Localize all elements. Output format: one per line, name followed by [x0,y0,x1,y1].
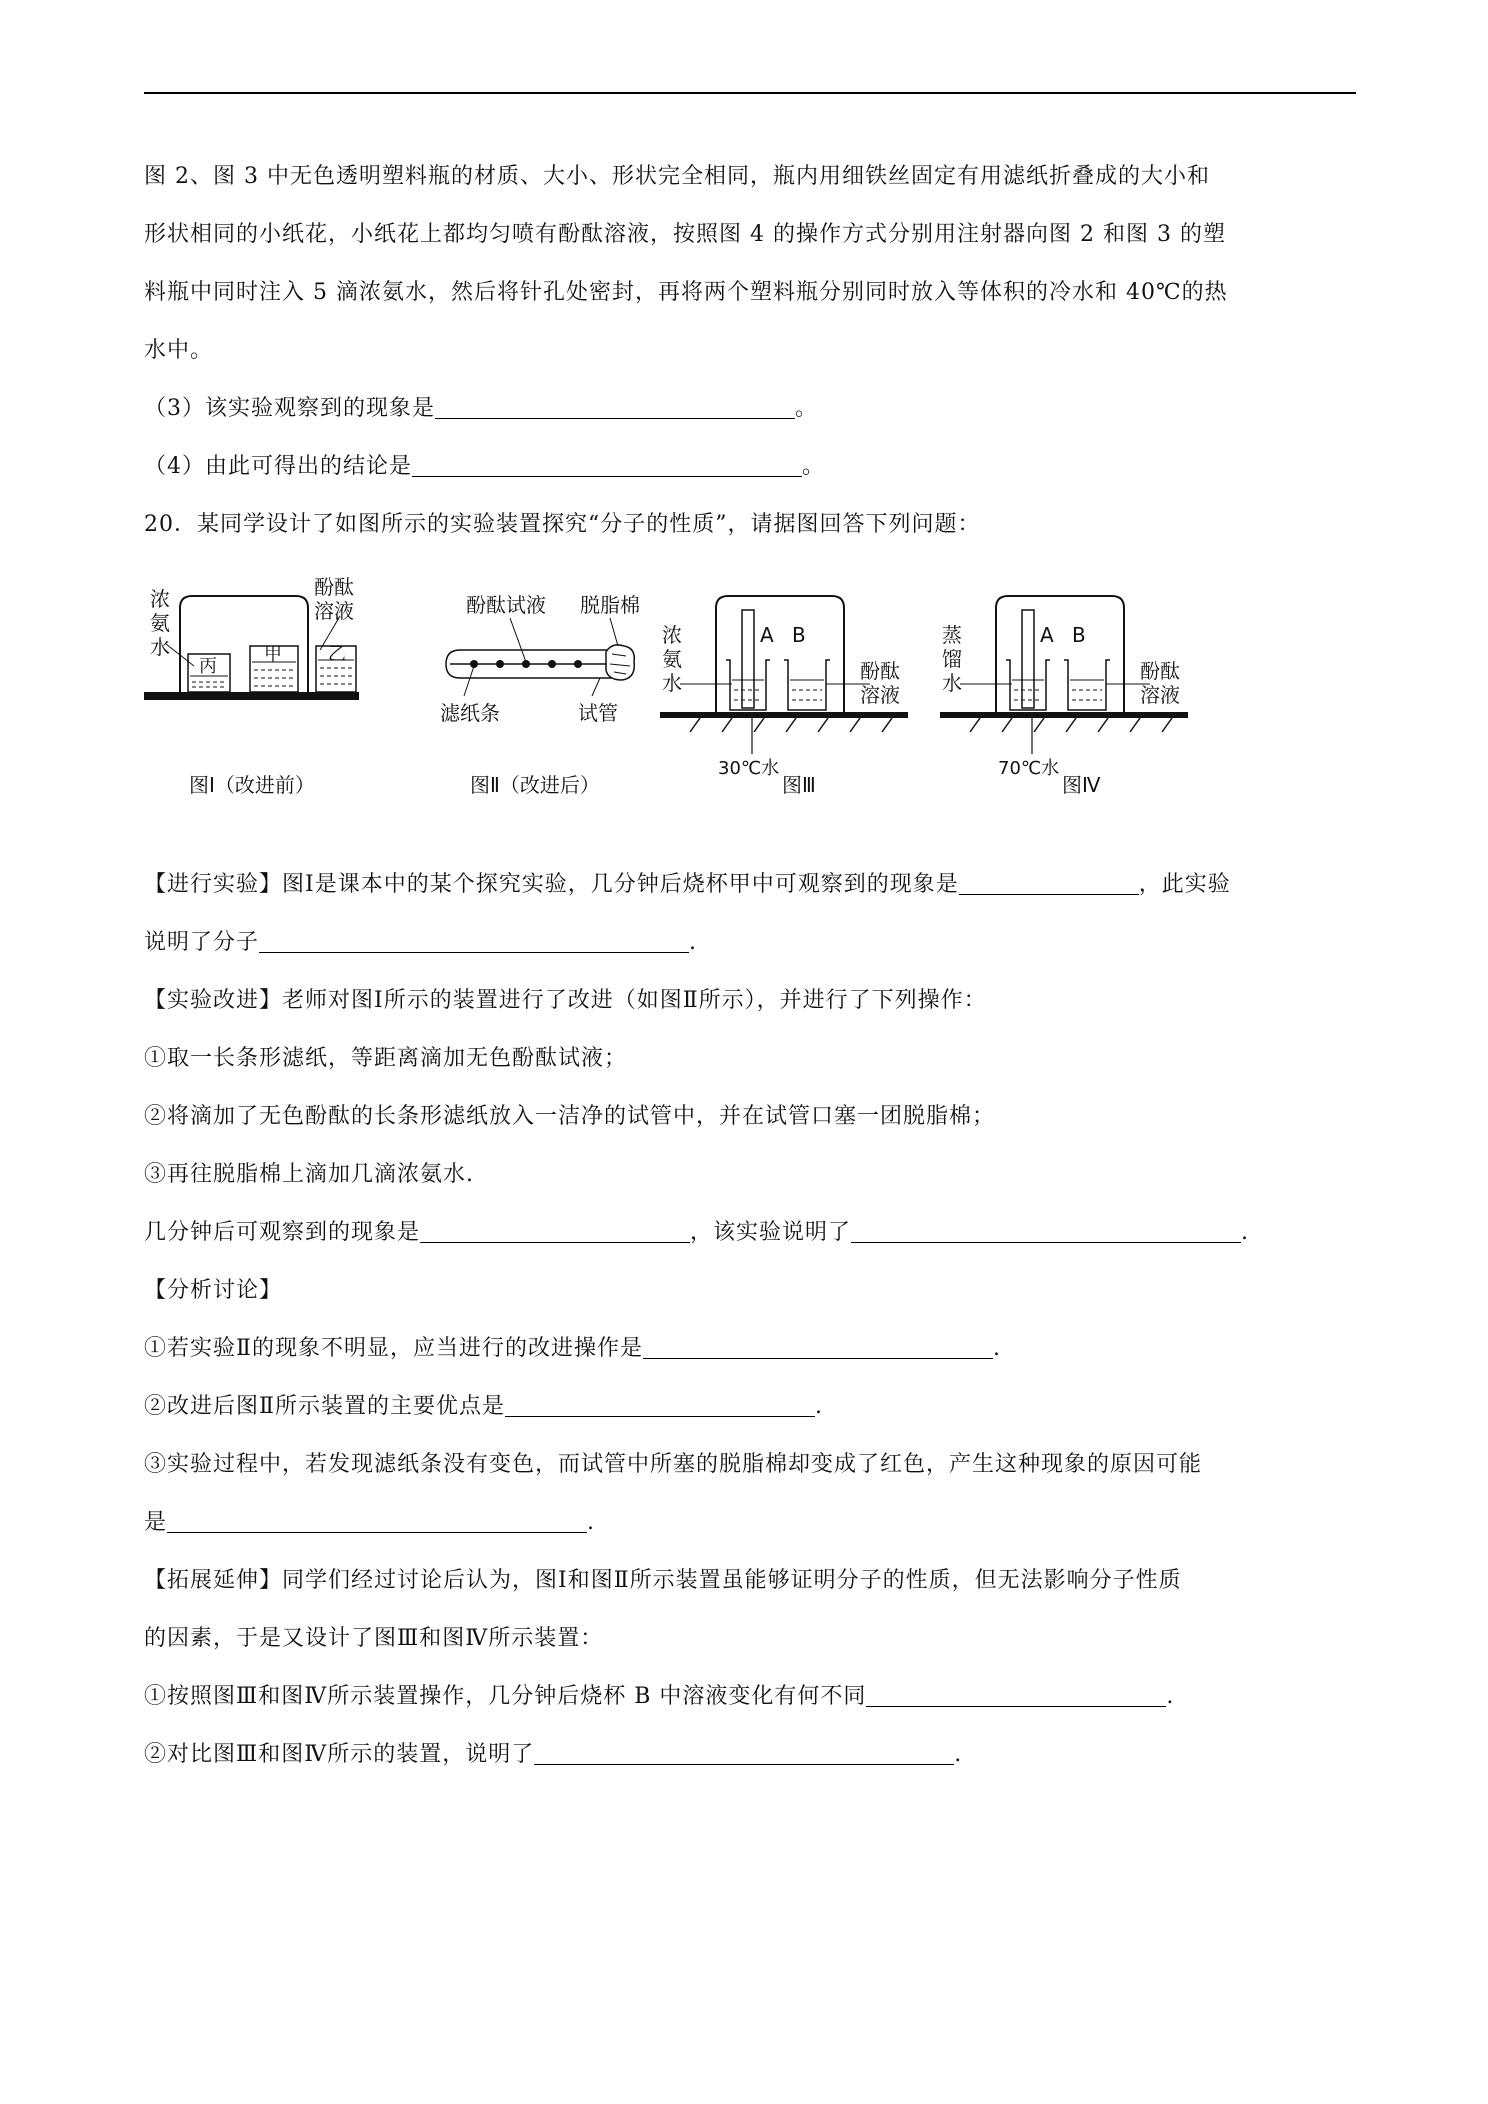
analysis-text: 是 [144,1510,168,1535]
analysis-text: ①若实验Ⅱ的现象不明显，应当进行的改进操作是 [144,1336,643,1361]
punct: . [1241,1220,1250,1245]
figure-4-left-label: 馏 [942,647,962,671]
analysis-3-cont [144,1494,1356,1552]
improve-text: 几分钟后可观察到的现象是 [144,1220,421,1245]
reagent-label: 酚酞试液 [466,593,546,617]
question-3-text: （3）该实验观察到的现象是 [144,396,435,421]
figure-1-left-label: 氨 [150,611,170,635]
answer-blank-experiment-2[interactable] [259,926,689,953]
question-4 [144,438,1356,496]
answer-blank-analysis-2[interactable] [505,1390,815,1417]
punct: . [689,930,698,955]
figure-4 [940,556,1200,797]
figure-2 [430,556,670,797]
document-body [144,148,1356,1784]
figure-4-diagram [940,556,1200,786]
figure-4-water-label: 70℃水 [998,758,1060,779]
analysis-3: ③实验过程中，若发现滤纸条没有变色，而试管中所塞的脱脂棉却变成了红色，产生这种现象的原因可能 [144,1452,1203,1477]
answer-blank-improve-2[interactable] [851,1216,1241,1243]
figure-1 [144,556,384,797]
figure-3-label-a: A [760,623,774,647]
figure-1-left-label: 水 [150,635,170,659]
experiment-line-1 [144,856,1356,914]
punct: 。 [802,454,826,479]
figure-3-right-label: 酚酞 [860,659,900,683]
figure-4-left-label: 蒸 [942,623,962,647]
figure-4-label-b: B [1072,623,1086,647]
figure-3-left-label: 氨 [662,647,682,671]
extension-1 [144,1668,1356,1726]
extension-text: ②对比图Ⅲ和图Ⅳ所示的装置，说明了 [144,1742,535,1767]
improve-step-1: ①取一长条形滤纸，等距离滴加无色酚酞试液； [144,1046,628,1071]
figure-4-caption: 图Ⅳ [1062,773,1101,797]
figure-3-diagram [660,556,920,786]
tube-label: 试管 [578,701,618,725]
intro-line-3: 料瓶中同时注入 5 滴浓氨水，然后将针孔处密封，再将两个塑料瓶分别同时放入等体积的冷水和 40℃的热 [144,280,1228,305]
answer-blank-improve-1[interactable] [420,1216,690,1243]
figure-3 [660,556,920,797]
figure-4-right-label: 酚酞 [1140,659,1180,683]
beaker-yi-label: 乙 [328,644,346,665]
answer-blank-analysis-3[interactable] [167,1506,587,1533]
punct: . [954,1742,963,1767]
extension-2 [144,1726,1356,1784]
improve-step-3: ③再往脱脂棉上滴加几滴浓氨水. [144,1162,474,1187]
punct: . [587,1510,596,1535]
figure-row [144,556,1356,856]
analysis-1 [144,1320,1356,1378]
figure-2-caption: 图Ⅱ（改进后） [470,773,600,797]
experiment-text: 说明了分子 [144,930,260,955]
improve-heading: 【实验改进】老师对图Ⅰ所示的装置进行了改进（如图Ⅱ所示），并进行了下列操作： [144,988,987,1013]
answer-blank-experiment-1[interactable] [959,868,1139,895]
answer-blank-q3[interactable] [435,392,795,419]
punct: . [1166,1684,1175,1709]
extension-text: ①按照图Ⅲ和图Ⅳ所示装置操作，几分钟后烧杯 B 中溶液变化有何不同 [144,1684,867,1709]
figure-1-right-label: 溶液 [314,599,354,623]
question-20-title: 20．某同学设计了如图所示的实验装置探究“分子的性质”，请据图回答下列问题： [144,512,981,537]
figure-4-right-label: 溶液 [1140,683,1180,707]
extension-line-2: 的因素，于是又设计了图Ⅲ和图Ⅳ所示装置： [144,1626,604,1651]
intro-line-1: 图 2、图 3 中无色透明塑料瓶的材质、大小、形状完全相同，瓶内用细铁丝固定有用滤纸折叠成的大小和 [144,164,1210,189]
analysis-heading: 【分析讨论】 [144,1278,283,1303]
figure-3-caption: 图Ⅲ [782,773,816,797]
question-4-text: （4）由此可得出的结论是 [144,454,412,479]
improve-text: ，该实验说明了 [690,1220,852,1245]
figure-3-left-label: 水 [662,671,682,695]
figure-1-right-label: 酚酞 [314,575,354,599]
figure-4-left-label: 水 [942,671,962,695]
intro-line-4: 水中。 [144,338,214,363]
punct: . [814,1394,823,1419]
figure-3-water-label: 30℃水 [718,758,780,779]
experiment-text: ，此实验 [1138,872,1231,897]
header-rule [144,92,1356,94]
figure-3-label-b: B [792,623,806,647]
figure-2-diagram [430,556,670,786]
analysis-2 [144,1378,1356,1436]
analysis-text: ②改进后图Ⅱ所示装置的主要优点是 [144,1394,505,1419]
question-3 [144,380,1356,438]
answer-blank-analysis-1[interactable] [643,1332,993,1359]
figure-1-left-label: 浓 [150,587,170,611]
beaker-bing-label: 丙 [199,656,217,677]
answer-blank-extension-1[interactable] [866,1680,1166,1707]
beaker-jia-label: 甲 [264,644,282,665]
punct: . [992,1336,1001,1361]
experiment-text: 【进行实验】图Ⅰ是课本中的某个探究实验，几分钟后烧杯甲中可观察到的现象是 [144,872,959,897]
figure-1-caption: 图Ⅰ（改进前） [189,773,315,797]
cotton-label: 脱脂棉 [580,593,640,617]
answer-blank-extension-2[interactable] [534,1738,954,1765]
figure-1-diagram [144,556,384,786]
figure-3-left-label: 浓 [662,623,682,647]
experiment-line-2 [144,914,1356,972]
answer-blank-q4[interactable] [412,450,802,477]
punct: 。 [795,396,819,421]
improve-observation [144,1204,1356,1262]
improve-step-2: ②将滴加了无色酚酞的长条形滤纸放入一洁净的试管中，并在试管口塞一团脱脂棉； [144,1104,996,1129]
figure-3-right-label: 溶液 [860,683,900,707]
intro-line-2: 形状相同的小纸花，小纸花上都均匀喷有酚酞溶液，按照图 4 的操作方式分别用注射器向图 2 和图 3 的塑 [144,222,1226,247]
strip-label: 滤纸条 [440,701,500,725]
figure-4-label-a: A [1040,623,1054,647]
extension-line-1: 【拓展延伸】同学们经过讨论后认为，图Ⅰ和图Ⅱ所示装置虽能够证明分子的性质，但无法影响分子性质 [144,1568,1182,1593]
